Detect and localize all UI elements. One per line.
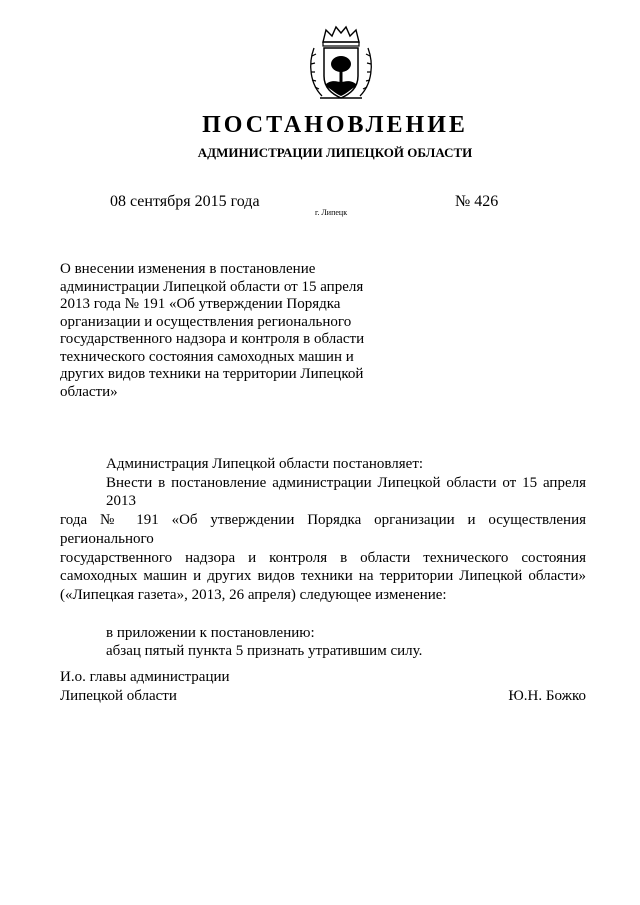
paragraph-line: самоходных машин и других видов техники на территории Липецкой области» <box>60 568 586 585</box>
signatory-position-line: Липецкой области <box>60 688 177 704</box>
heading-line: администрации Липецкой области от 15 апреля <box>60 278 364 295</box>
heading-line: государственного надзора и контроля в области <box>60 331 365 347</box>
resolution-heading <box>60 261 390 401</box>
heading-line: 2013 года № 191 «Об утверждении Порядка <box>60 296 341 312</box>
paragraph-line: («Липецкая газета», 2013, 26 апреля) следующее изменение: <box>60 586 447 603</box>
heading-line: области» <box>60 383 118 400</box>
body-intro: Администрация Липецкой области постановляет: <box>106 456 424 472</box>
document-date: 08 сентября 2015 года <box>110 193 260 210</box>
paragraph-line: года № 191 «Об утверждении Порядка организации и осуществления регионального <box>60 512 586 547</box>
document-number: № 426 <box>455 193 499 210</box>
heading-line: других видов техники на территории Липецкой <box>60 366 364 382</box>
paragraph-line: в приложении к постановлению: <box>106 624 315 641</box>
signatory-position <box>60 668 230 706</box>
paragraph-line: государственного надзора и контроля в области технического состояния <box>60 549 586 566</box>
document-title: ПОСТАНОВЛЕНИЕ <box>202 112 468 138</box>
document-city: г. Липецк <box>315 208 348 217</box>
signatory-name: Ю.Н. Божко <box>508 688 586 704</box>
paragraph-line: абзац пятый пункта 5 признать утратившим силу. <box>106 643 423 660</box>
heading-line: организации и осуществления регионального <box>60 313 352 330</box>
heading-line: О внесении изменения в постановление <box>60 261 316 277</box>
paragraph-spacer <box>60 605 586 624</box>
signatory-position-line: И.о. главы администрации <box>60 669 230 685</box>
heading-line: технического состояния самоходных машин и <box>60 348 354 365</box>
paragraph-line: Внести в постановление администрации Липецкой области от 15 апреля 2013 <box>106 474 586 510</box>
document-subtitle: АДМИНИСТРАЦИИ ЛИПЕЦКОЙ ОБЛАСТИ <box>197 145 473 160</box>
resolution-body <box>60 455 586 661</box>
lipetsk-coat-of-arms-icon <box>306 24 376 104</box>
